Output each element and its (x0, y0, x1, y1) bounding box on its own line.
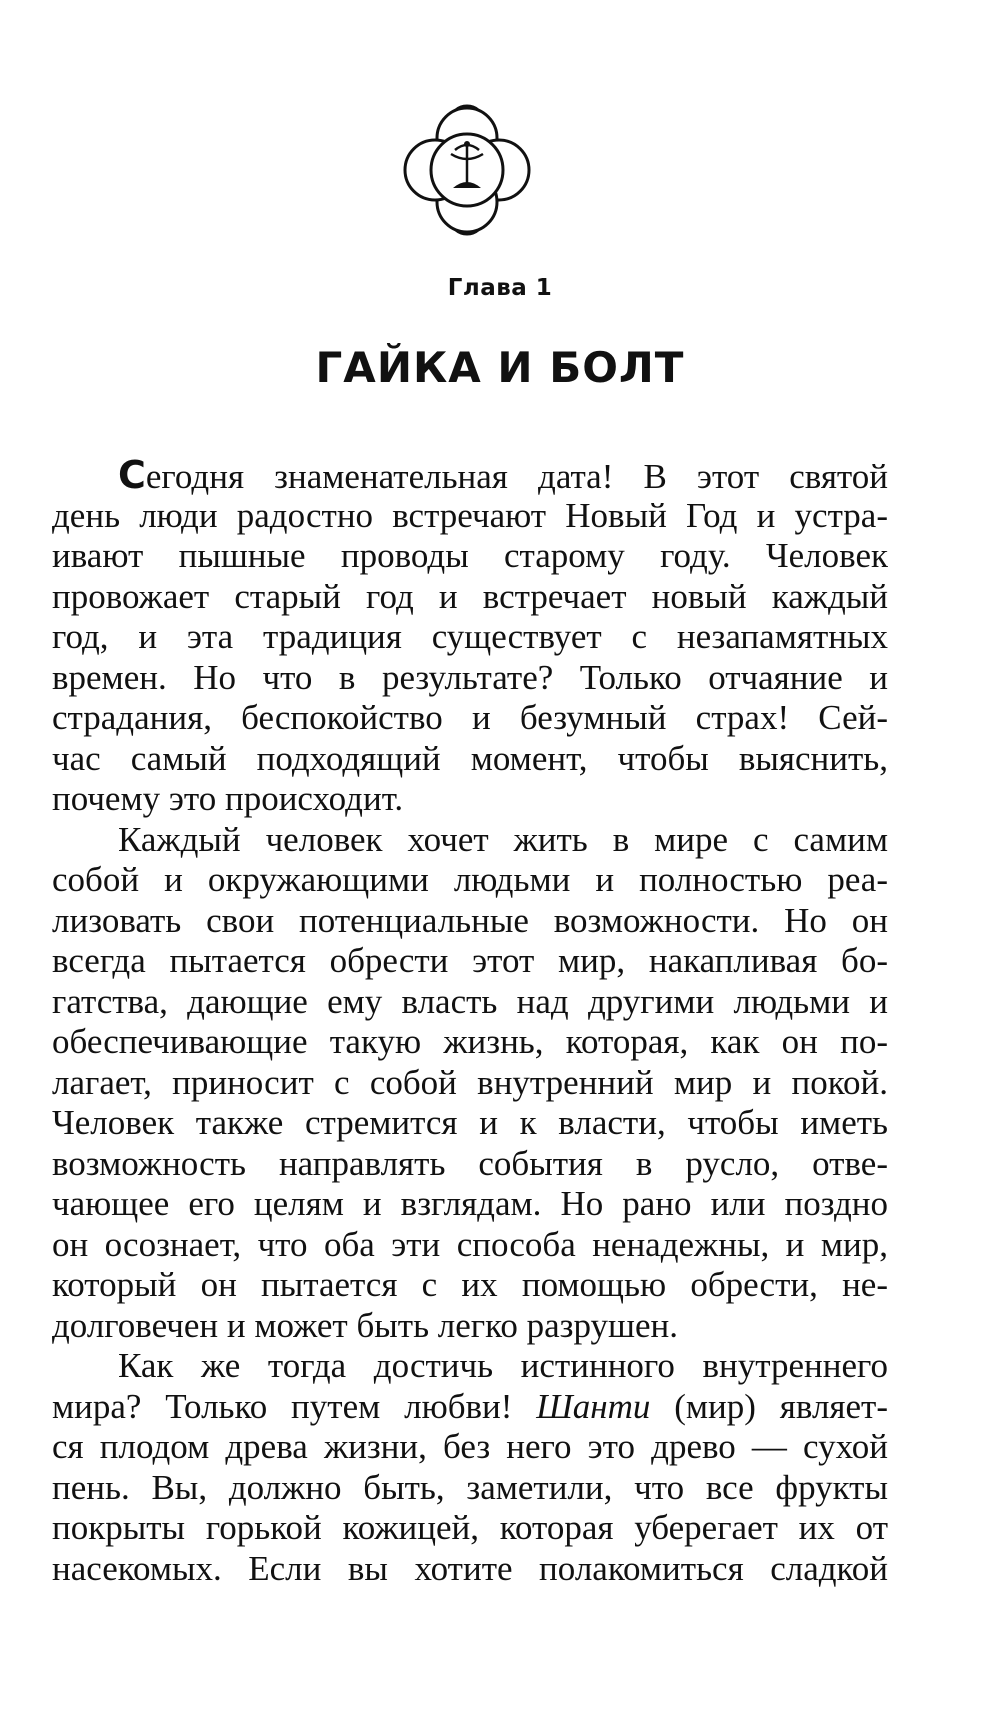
text-line: год, и эта традиция существует с незапамятных (52, 617, 888, 656)
text-line: собой и окружающими людьми и полностью реа- (52, 860, 888, 899)
text-line: покрыты горькой кожицей, которая уберегает их от (52, 1508, 888, 1547)
text-line-rest: егодня знаменательная дата! В этот святой (145, 457, 888, 496)
text-line: долговечен и может быть легко разрушен. (52, 1305, 678, 1345)
drop-cap: С (118, 455, 146, 496)
text-line-end: (мир) являет- (650, 1386, 888, 1426)
text-line: почему это происходит. (52, 779, 404, 818)
text-line: ся плодом древа жизни, без него это древо — сухой (52, 1427, 888, 1466)
text-line: лагает, приносит с собой внутренний мир и покой. (52, 1062, 888, 1102)
text-line: времен. Но что в результате? Только отчаяние и (52, 657, 888, 697)
paragraph-3 (52, 1346, 888, 1589)
text-line: ивают пышные проводы старому году. Человек (52, 536, 888, 575)
paragraph-1 (52, 455, 888, 820)
chapter-title: ГАЙКА И БОЛТ (315, 343, 685, 392)
text-line: который он пытается с их помощью обрести, не- (52, 1265, 888, 1304)
text-line: он осознает, что оба эти способа ненадежны, и мир, (52, 1224, 888, 1264)
text-line-start: мира? Только путем любви! (52, 1386, 537, 1426)
lotus-flower-emblem-icon (389, 92, 545, 248)
text-line: провожает старый год и встречает новый каждый (52, 576, 888, 616)
chapter-number: Глава 1 (447, 275, 553, 301)
text-line: Каждый человек хочет жить в мире с самим (118, 819, 888, 859)
chapter-body (52, 455, 888, 1589)
text-line: Человек также стремится и к власти, чтобы иметь (52, 1103, 888, 1142)
text-line: Как же тогда достичь истинного внутреннего (118, 1346, 888, 1385)
paragraph-2 (52, 820, 888, 1347)
text-line: страдания, беспокойство и безумный страх! Сей- (52, 698, 888, 737)
text-line: возможность направлять события в русло, отве- (52, 1143, 888, 1183)
text-line: день люди радостно встречают Новый Год и устра- (52, 495, 888, 535)
text-line: чающее его целям и взглядам. Но рано или поздно (52, 1184, 888, 1223)
text-line: час самый подходящий момент, чтобы выяснить, (52, 738, 888, 778)
text-line: гатства, дающие ему власть над другими людьми и (52, 981, 888, 1021)
text-line: пень. Вы, должно быть, заметили, что все фрукты (52, 1467, 888, 1507)
text-line (52, 1387, 888, 1428)
text-line: насекомых. Если вы хотите полакомиться сладкой (52, 1548, 888, 1588)
text-line: обеспечивающие такую жизнь, которая, как он по- (52, 1022, 888, 1061)
text-line: лизовать свои потенциальные возможности. Но он (52, 900, 888, 940)
italic-term: Шанти (536, 1386, 651, 1426)
text-line (52, 455, 888, 496)
text-line: всегда пытается обрести этот мир, накапливая бо- (52, 941, 888, 980)
